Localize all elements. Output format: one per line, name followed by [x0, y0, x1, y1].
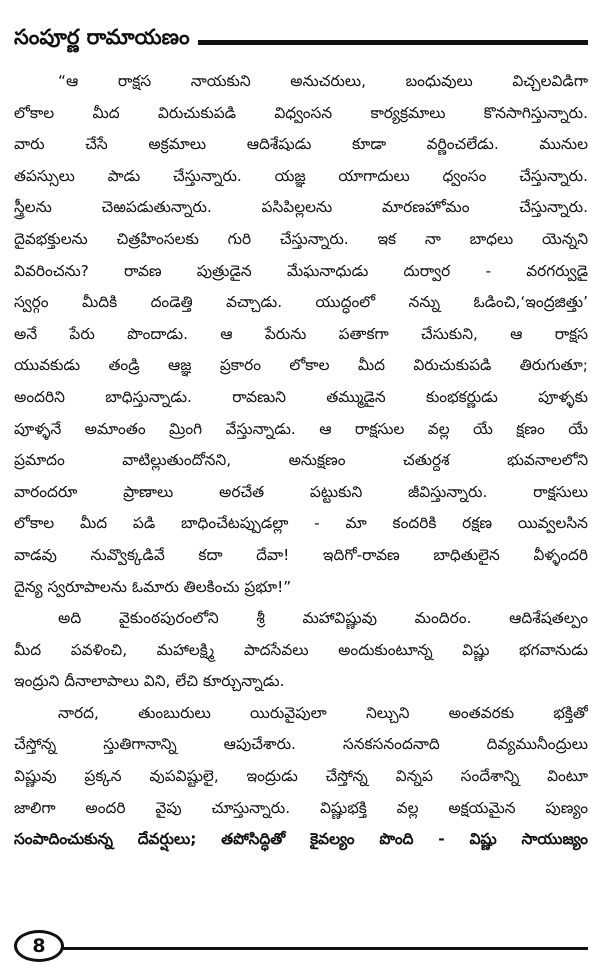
text-line: ప్రమాదం వాటిల్లుతుందోనని, అనుక్షణం చతుర్దశ భువనాలలోని [14, 451, 588, 470]
text-line: స్వర్గం మీదికి దండెత్తి వచ్చాడు. యుద్ధంలో నన్ను ఓడించి,‘ఇంద్రజిత్తు’ [14, 293, 588, 312]
text-line: వారు చేసే అక్రమాలు ఆదిశేషుడు కూడా వర్ణించలేడు. మునుల [14, 135, 588, 154]
text-line: నారద, తుంబురులు యిరువైపులా నిల్చుని అంతవరకు భక్తితో [58, 703, 588, 722]
text-line: పూళ్ళనే అమాంతం మ్రింగి వేస్తున్నాడు. ఆ రాక్షసుల వల్ల యే క్షణం యే [14, 419, 588, 438]
text-line: జాలిగా అందరి వైపు చూస్తున్నారు. విష్ణుభక్తి వల్ల అక్షయమైన పుణ్యం [14, 798, 588, 817]
text-line: చేస్తోన్న స్తుతిగానాన్ని ఆపుచేశారు. సనకసనందనాది దివ్యమునీంద్రులు [14, 735, 588, 754]
text-line: “ఆ రాక్షస నాయకుని అనుచరులు, బంధువులు విచ్చలవిడిగా [58, 72, 588, 90]
footer-rule [54, 947, 588, 950]
page-footer [14, 930, 588, 960]
text-line: వారందరూ ప్రాణాలు అరచేత పట్టుకుని జీవిస్తున్నారు. రాక్షసులు [14, 482, 588, 501]
text-line: దైన్య స్వరూపాలను ఓమారు తిలకించు ప్రభూ!” [14, 577, 292, 596]
page-body [14, 66, 588, 856]
text-line: వివరించను? రావణ పుత్రుడైన మేఘనాధుడు దుర్వార - వరగర్వుడై [14, 261, 588, 280]
text-line: వాడవు నువ్వొక్కడివే కదా దేవా! ఇదిగో-రావణ బాధితులైన వీళ్ళందరి [14, 545, 588, 564]
text-line: అనే పేరు పొందాడు. ఆ పేరును పతాకగా చేసుకుని, ఆ రాక్షస [14, 324, 588, 343]
text-line: విష్ణువు ప్రక్కన వుపవిష్టులై, ఇంద్రుడు చేస్తోన్న విన్నప సందేశాన్ని వింటూ [14, 767, 588, 786]
text-line: అది వైకుంఠపురంలోని శ్రీ మహావిష్ణువు మందిరం. ఆదిశేషతల్పం [58, 609, 588, 628]
text-line: సంపాదించుకున్న దేవర్షులు; తపోసిద్ధితో కైవల్యం పొంది - విష్ణు సాయుజ్యం [14, 830, 588, 849]
page-header [14, 22, 588, 56]
text-line: అందరిని బాధిస్తున్నాడు. రావణుని తమ్ముడైన కుంభకర్ణుడు పూళ్ళకు [14, 387, 588, 406]
page-number-badge: 8 [14, 930, 64, 962]
text-line: మీద పవళించి, మహాలక్ష్మి పాదసేవలు అందుకుంటూన్న విష్ణు భగవానుడు [14, 640, 588, 659]
text-line: ఇంద్రుని దీనాలాపాలు విని, లేచి కూర్చున్నాడు. [14, 672, 285, 691]
running-title: సంపూర్ణ రామాయణం [14, 22, 198, 52]
text-line: యువకుడు తండ్రి ఆజ్ఞ ప్రకారం లోకాల మీద విరుచుకుపడి తిరుగుతూ; [14, 356, 588, 375]
text-line: లోకాల మీద పడి బాధించేటప్పుడల్లా - మా కందరికి రక్షణ యివ్వలసిన [14, 514, 588, 533]
text-line: దైవభక్తులను చిత్రహింసలకు గురి చేస్తున్నారు. ఇక నా బాధలు యెన్నని [14, 229, 588, 248]
text-line: తపస్సులు పాడు చేస్తున్నారు. యజ్ఞ యాగాదులు ధ్వంసం చేస్తున్నారు. [14, 166, 588, 185]
text-line: లోకాల మీద విరుచుకుపడి విధ్వంసన కార్యక్రమాలు కొనసాగిస్తున్నారు. [14, 103, 588, 122]
text-line: స్త్రీలను చెఱపడుతున్నారు. పసిపిల్లలను మారణహోమం చేస్తున్నారు. [14, 198, 588, 217]
